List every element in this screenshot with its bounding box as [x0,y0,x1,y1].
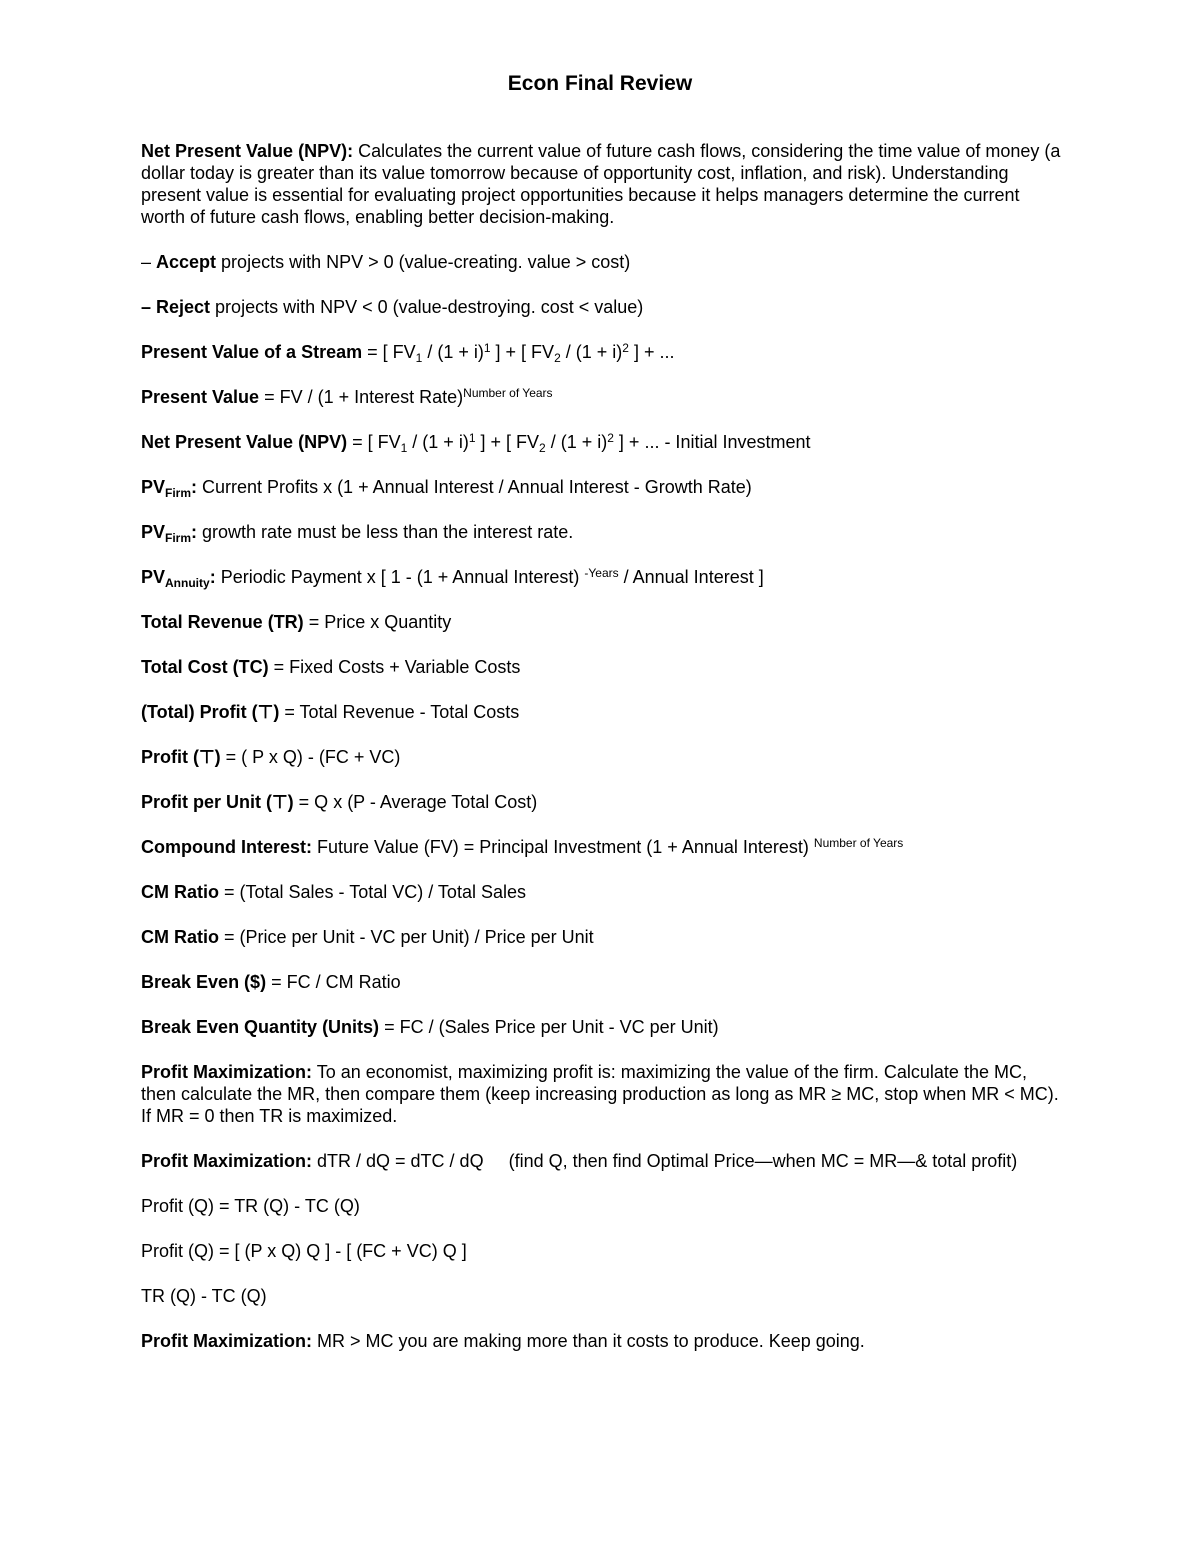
accept-label: Accept [156,252,217,272]
formula-part: Future Value (FV) = Principal Investment (1 + Annual Interest) [312,837,814,857]
npv-formula-label: Net Present Value (NPV) [141,432,348,452]
total-profit-formula [141,701,1061,723]
formula-part: = [ FV [347,432,401,452]
accept-rule [141,251,1061,273]
pv-firm-formula [141,476,1061,498]
npv-text: Calculates the current value of future cash flows, considering the time value of money (a dollar today is greater than its value tomorrow because of opportunity cost, inflation, and risk). Understanding present value is essential for evaluating project opportunities because it helps managers determine the current worth of future cash flows, enabling better decision-making. [141,141,1061,227]
be-dollars-label: Break Even ($) [141,972,267,992]
formula-part: ] + [ FV [475,432,540,452]
formula-part: / (1 + i) [422,342,484,362]
pv-label: Present Value [141,387,260,407]
profit-max-label: Profit Maximization: [141,1331,313,1351]
reject-text: projects with NPV < 0 (value-destroying. cost < value) [210,297,644,317]
accept-text: projects with NPV > 0 (value-creating. value > cost) [216,252,631,272]
profit-max-rule [141,1330,1061,1352]
superscript: 1 [483,341,491,355]
tr-tc-line: TR (Q) - TC (Q) [141,1286,267,1306]
formula-part: ] + ... - Initial Investment [613,432,811,452]
pv-stream-label: Present Value of a Stream [141,342,363,362]
formula-part: = (Total Sales - Total VC) / Total Sales [219,882,526,902]
reject-label: – Reject [141,297,211,317]
formula-part: ] + ... [628,342,675,362]
page-title: Econ Final Review [507,72,693,95]
formula-part: / (1 + i) [545,432,608,452]
profit-unit-label: Profit per Unit (⊤) [141,792,294,812]
npv-definition [141,140,1061,228]
formula-part: = FC / (Sales Price per Unit - VC per Unit) [379,1017,719,1037]
superscript: -Years [584,566,619,580]
profit-label: Profit (⊤) [141,747,221,767]
compound-label: Compound Interest: [141,837,312,857]
compound-interest-formula [141,836,1061,858]
formula-part: = Price x Quantity [303,612,452,632]
superscript: Number of Years [813,836,904,850]
profit-max-text: dTR / dQ = dTC / dQ (find Q, then find Optimal Price—when MC = MR—& total profit) [312,1151,1018,1171]
profit-max-label: Profit Maximization: [141,1062,313,1082]
profit-max-text: To an economist, maximizing profit is: maximizing the value of the firm. Calculate the MC, then calculate the MR, then compare them (keep increasing production as long as MR ≥ MC, stop when MR < MC). If MR = 0 then TR is maximized. [141,1062,1059,1126]
colon: : [191,477,198,497]
formula-part: = (Price per Unit - VC per Unit) / Price per Unit [219,927,594,947]
cm-label: CM Ratio [141,927,219,947]
formula-part: = [ FV [362,342,416,362]
superscript: 2 [622,341,629,355]
profit-per-unit-formula [141,791,1061,813]
pv-firm-condition [141,521,1061,543]
reject-rule [141,296,1061,318]
document-body [141,140,1061,1375]
formula-part: growth rate must be less than the interest rate. [197,522,574,542]
formula-part: Current Profits x (1 + Annual Interest / Annual Interest - Growth Rate) [197,477,752,497]
npv-formula [141,431,1061,453]
cm-ratio-formula-2 [141,926,1061,948]
profit-max-derivative [141,1150,1061,1172]
formula-part: = Fixed Costs + Variable Costs [268,657,521,677]
pv-firm-label: PV [141,522,166,542]
break-even-units-formula [141,1016,1061,1038]
break-even-dollars-formula [141,971,1061,993]
superscript: 1 [468,431,476,445]
colon: : [191,522,198,542]
formula-part: ] + [ FV [490,342,555,362]
profit-q-line-1: Profit (Q) = TR (Q) - TC (Q) [141,1196,360,1216]
subscript: 2 [554,351,561,365]
tc-label: Total Cost (TC) [141,657,269,677]
pv-firm-label: PV [141,477,166,497]
formula-part: = FV / (1 + Interest Rate) [259,387,464,407]
total-revenue-formula [141,611,1061,633]
profit-max-definition [141,1061,1061,1127]
profit-q-line-2: Profit (Q) = [ (P x Q) Q ] - [ (FC + VC) Q ] [141,1241,467,1261]
superscript: 2 [607,431,614,445]
formula-part: / (1 + i) [407,432,469,452]
profit-formula [141,746,1061,768]
superscript: Number of Years [463,386,553,400]
formula-part: Periodic Payment x [ 1 - (1 + Annual Interest) [215,567,585,587]
cm-ratio-formula-1 [141,881,1061,903]
be-units-label: Break Even Quantity (Units) [141,1017,380,1037]
profit-max-text: MR > MC you are making more than it costs to produce. Keep going. [312,1331,865,1351]
colon: : [209,567,216,587]
profit-max-label: Profit Maximization: [141,1151,313,1171]
tr-label: Total Revenue (TR) [141,612,304,632]
subscript: Annuity [165,576,210,590]
formula-part: = Total Revenue - Total Costs [279,702,520,722]
cm-label: CM Ratio [141,882,219,902]
total-profit-label: (Total) Profit (⊤) [141,702,280,722]
subscript: Firm [165,486,192,500]
formula-part: / Annual Interest ] [618,567,764,587]
pv-stream-formula [141,341,1061,363]
pv-annuity-formula [141,566,1061,588]
formula-part: = Q x (P - Average Total Cost) [293,792,538,812]
subscript: 1 [400,441,408,455]
pv-formula [141,386,1061,408]
subscript: 2 [539,441,546,455]
formula-part: = FC / CM Ratio [266,972,401,992]
subscript: Firm [165,531,192,545]
formula-part: / (1 + i) [560,342,623,362]
subscript: 1 [415,351,423,365]
formula-part: = ( P x Q) - (FC + VC) [220,747,401,767]
accept-prefix: – [141,252,157,272]
npv-label: Net Present Value (NPV): [141,141,354,161]
total-cost-formula [141,656,1061,678]
pv-annuity-label: PV [141,567,166,587]
